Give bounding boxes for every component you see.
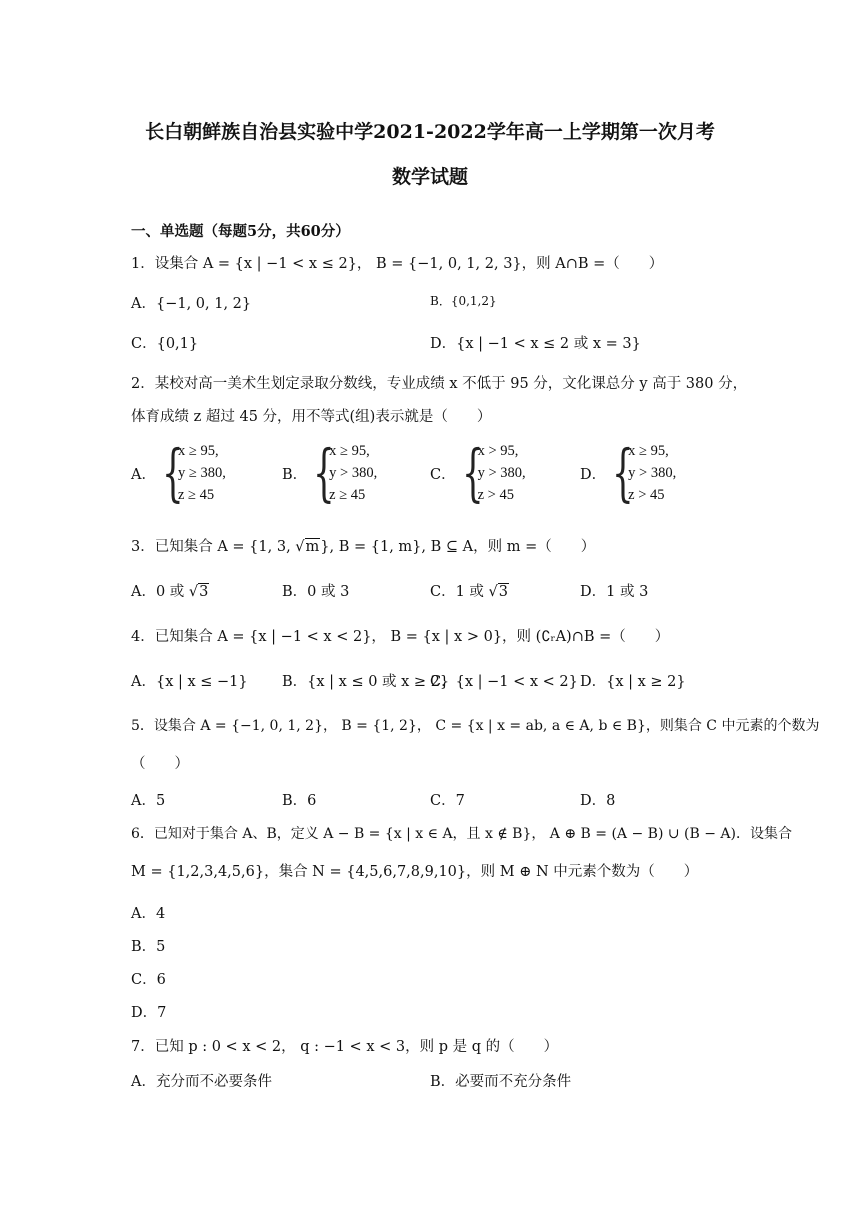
- left-brace-icon: {: [612, 436, 634, 509]
- exam-subtitle: 数学试题: [391, 166, 468, 188]
- question-3-option-b: B．0 或 3: [282, 584, 350, 600]
- system-row: x > 95,: [477, 443, 519, 459]
- question-3-option-a: A．0 或 √3: [131, 584, 209, 600]
- question-5-stem-line-2: （ ）: [131, 756, 189, 772]
- question-2-stem-line-1: 2．某校对高一美术生划定录取分数线，专业成绩 x 不低于 95 分，文化课总分 y 高于 380 分，: [131, 376, 748, 392]
- question-3-stem-part: }, B = {1, m}, B ⊆ A，则 m =（ ）: [320, 539, 596, 555]
- question-2-stem-line-2: 体育成绩 z 超过 45 分，用不等式(组)表示就是（ ）: [131, 409, 492, 425]
- question-2-option-c: [430, 436, 526, 509]
- option-label: A．: [131, 466, 156, 483]
- sqrt-radicand: m: [305, 539, 320, 555]
- question-1-option-b: B．{0,1,2}: [430, 294, 497, 308]
- system-row: y ≥ 380,: [177, 465, 226, 481]
- question-7-option-a: A．充分而不必要条件: [131, 1074, 272, 1090]
- question-7-option-b: B．必要而不充分条件: [430, 1074, 572, 1090]
- left-brace-icon: {: [461, 436, 484, 509]
- question-1-option-a: A．{−1, 0, 1, 2}: [131, 296, 252, 312]
- section-heading: 一、单选题（每题5分，共60分）: [131, 223, 350, 240]
- question-6-option-c: C．6: [131, 972, 166, 988]
- question-1-option-d: D．{x | −1 < x ≤ 2 或 x = 3}: [430, 336, 641, 352]
- question-4-option-a: A．{x | x ≤ −1}: [131, 674, 248, 690]
- question-3-option-c: C．1 或 √3: [430, 584, 509, 600]
- question-3-stem: 3．已知集合 A = {1, 3, √m}, B = {1, m}, B ⊆ A，则 m =（ ）: [131, 539, 596, 555]
- question-5-option-d: D．8: [580, 793, 616, 809]
- system-row: y > 380,: [628, 465, 677, 481]
- option-label: D．: [580, 466, 607, 483]
- question-7-stem: 7．已知 p : 0 < x < 2， q : −1 < x < 3，则 p 是 q 的（ ）: [131, 1039, 559, 1055]
- left-brace-icon: {: [161, 436, 184, 509]
- question-1-option-c: C．{0,1}: [131, 336, 199, 352]
- system-row: z ≥ 45: [177, 487, 215, 503]
- option-text: A．0 或: [131, 584, 189, 600]
- question-5-option-a: A．5: [131, 793, 166, 809]
- question-3-option-d: D．1 或 3: [580, 584, 649, 600]
- question-1-stem: 1．设集合 A = {x | −1 < x ≤ 2}， B = {−1, 0, 1, 2, 3}，则 A∩B =（ ）: [131, 256, 664, 272]
- option-label: C．: [430, 466, 456, 483]
- question-4-option-b: B．{x | x ≤ 0 或 x ≥ 2}: [282, 674, 450, 690]
- question-5-stem-line-1: 5．设集合 A = {−1, 0, 1, 2}， B = {1, 2}， C = {x | x = ab, a ∈ A, b ∈ B}，则集合 C 中元素的个数为: [131, 718, 820, 734]
- question-4-stem: 4．已知集合 A = {x | −1 < x < 2}， B = {x | x > 0}，则 (∁ᵣA)∩B =（ ）: [131, 629, 670, 645]
- question-6-stem-line-2: M = {1,2,3,4,5,6}，集合 N = {4,5,6,7,8,9,10}，则 M ⊕ N 中元素个数为（ ）: [131, 864, 699, 880]
- system-row: x ≥ 95,: [177, 443, 219, 459]
- left-brace-icon: {: [313, 436, 335, 509]
- option-label: B．: [282, 466, 308, 483]
- system-row: y > 380,: [329, 465, 378, 481]
- question-6-option-d: D．7: [131, 1005, 167, 1021]
- question-4-option-c: C．{x | −1 < x < 2}: [430, 674, 578, 690]
- question-4-option-d: D．{x | x ≥ 2}: [580, 674, 686, 690]
- question-2-option-b: [282, 436, 378, 509]
- system-row: x ≥ 95,: [329, 443, 370, 459]
- system-row: z ≥ 45: [329, 487, 366, 503]
- system-row: z > 45: [628, 487, 665, 503]
- option-text: C．1 或: [430, 584, 489, 600]
- question-2-option-d: [580, 436, 677, 509]
- question-5-option-c: C．7: [430, 793, 465, 809]
- question-2-option-a: [131, 436, 226, 509]
- system-row: z > 45: [477, 487, 514, 503]
- sqrt-radicand: 3: [199, 584, 209, 600]
- question-5-option-b: B．6: [282, 793, 317, 809]
- exam-title: 长白朝鲜族自治县实验中学2021-2022学年高一上学期第一次月考: [145, 121, 715, 143]
- system-row: x ≥ 95,: [628, 443, 669, 459]
- question-6-stem-line-1: 6．已知对于集合 A、B，定义 A − B = {x | x ∈ A，且 x ∉ B}， A ⊕ B = (A − B) ∪ (B − A)．设集合: [131, 826, 793, 842]
- question-3-stem-part: 3．已知集合 A = {1, 3,: [131, 539, 296, 555]
- question-6-option-b: B．5: [131, 939, 166, 955]
- system-row: y > 380,: [477, 465, 526, 481]
- question-6-option-a: A．4: [131, 906, 166, 922]
- sqrt-radicand: 3: [498, 584, 509, 600]
